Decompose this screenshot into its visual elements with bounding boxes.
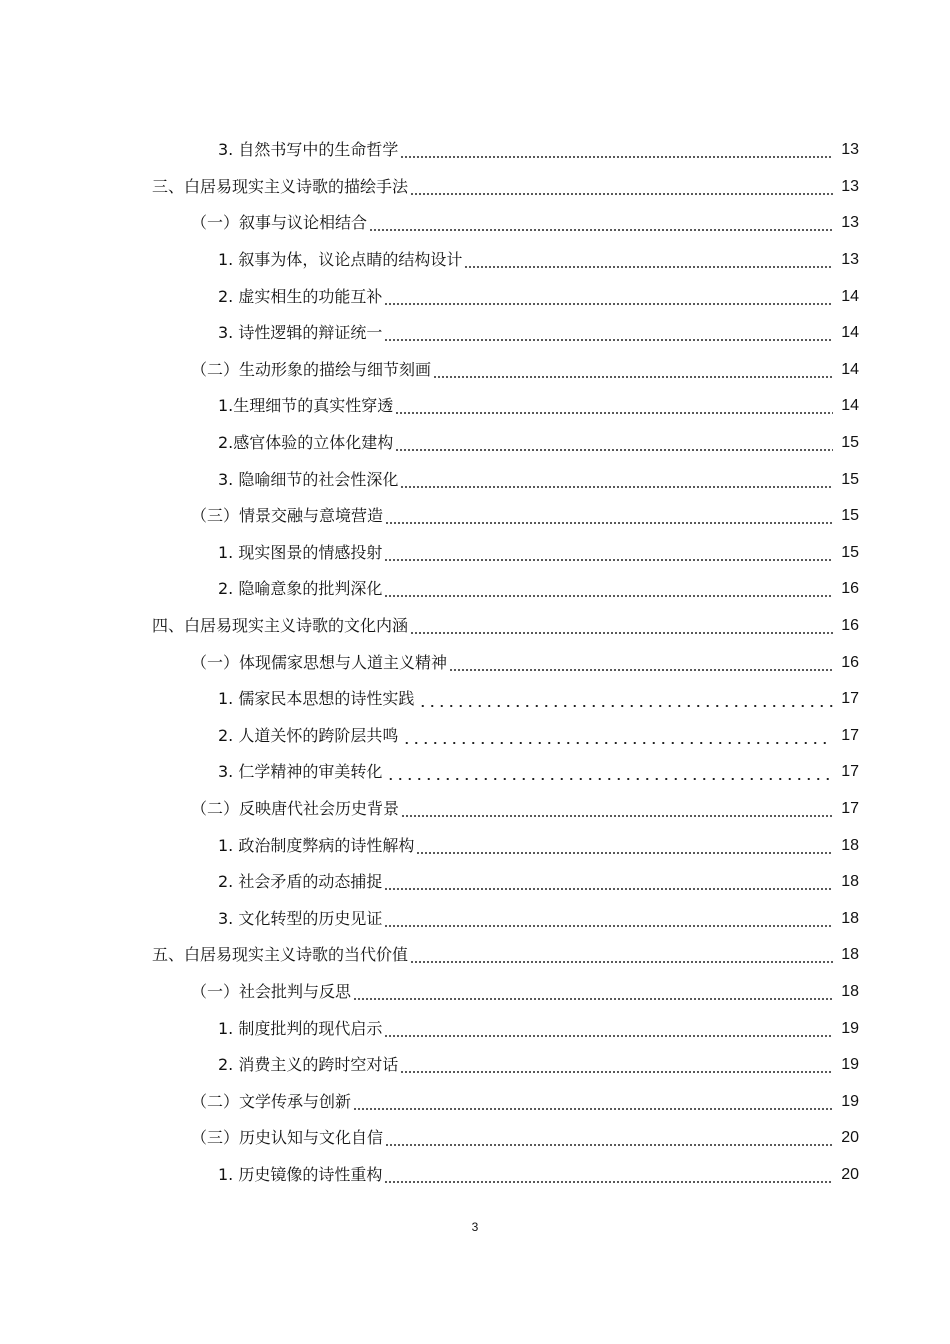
toc-entry[interactable] bbox=[0, 205, 950, 242]
toc-entry-title: （三）历史认知与文化自信 bbox=[191, 1128, 384, 1148]
toc-entry-page: 17 bbox=[841, 763, 859, 781]
toc-entry-page: 13 bbox=[841, 251, 859, 269]
toc-entry[interactable] bbox=[0, 535, 950, 572]
toc-entry[interactable] bbox=[0, 571, 950, 608]
toc-entry-page: 15 bbox=[841, 543, 859, 561]
toc-entry-title: 2.感官体验的立体化建构 bbox=[218, 433, 394, 453]
toc-entry-page: 20 bbox=[841, 1165, 859, 1183]
toc-entry-title: 1.生理细节的真实性穿透 bbox=[218, 396, 394, 416]
toc-dot-leader bbox=[384, 872, 833, 892]
toc-entry[interactable] bbox=[0, 388, 950, 425]
toc-entry-title: （二）反映唐代社会历史背景 bbox=[191, 798, 400, 818]
toc-entry[interactable] bbox=[0, 1047, 950, 1084]
toc-entry-page: 13 bbox=[841, 141, 859, 159]
toc-entry[interactable] bbox=[0, 425, 950, 462]
toc-dot-leader bbox=[395, 396, 833, 416]
toc-entry[interactable] bbox=[0, 278, 950, 315]
toc-entry-title: 2. 虚实相生的功能互补 bbox=[218, 286, 383, 306]
toc-entry[interactable] bbox=[0, 827, 950, 864]
toc-entry-title: （二）文学传承与创新 bbox=[191, 1091, 352, 1111]
toc-dot-leader bbox=[449, 653, 833, 673]
toc-entry-title: 1. 制度批判的现代启示 bbox=[218, 1018, 383, 1038]
toc-dot-leader bbox=[384, 323, 833, 343]
toc-dot-leader bbox=[395, 433, 833, 453]
toc-entry-page: 18 bbox=[841, 873, 859, 891]
toc-entry[interactable] bbox=[0, 974, 950, 1011]
toc-entry[interactable] bbox=[0, 315, 950, 352]
toc-entry[interactable] bbox=[0, 461, 950, 498]
toc-entry-page: 16 bbox=[841, 653, 859, 671]
toc-entry-title: 3. 仁学精神的审美转化 bbox=[218, 762, 383, 782]
toc-entry-title: 1. 儒家民本思想的诗性实践 bbox=[218, 689, 415, 709]
toc-entry[interactable] bbox=[0, 242, 950, 279]
toc-entry-title: 1. 现实图景的情感投射 bbox=[218, 542, 383, 562]
toc-dot-leader bbox=[400, 1055, 833, 1075]
toc-entry[interactable] bbox=[0, 498, 950, 535]
toc-entry[interactable] bbox=[0, 169, 950, 206]
toc-entry[interactable] bbox=[0, 681, 950, 718]
toc-entry-title: 3. 诗性逻辑的辩证统一 bbox=[218, 323, 383, 343]
toc-entry-title: （一）社会批判与反思 bbox=[191, 981, 352, 1001]
table-of-contents bbox=[0, 132, 950, 1193]
page-number: 3 bbox=[471, 1220, 479, 1234]
toc-entry-page: 20 bbox=[841, 1129, 859, 1147]
toc-entry[interactable] bbox=[0, 937, 950, 974]
toc-dot-leader bbox=[410, 616, 833, 636]
toc-entry-page: 18 bbox=[841, 909, 859, 927]
toc-entry-title: 四、白居易现实主义诗歌的文化内涵 bbox=[152, 616, 409, 636]
toc-entry[interactable] bbox=[0, 644, 950, 681]
toc-entry-page: 17 bbox=[841, 726, 859, 744]
toc-entry-title: 五、白居易现实主义诗歌的当代价值 bbox=[152, 945, 409, 965]
toc-entry-title: （三）情景交融与意境营造 bbox=[191, 506, 384, 526]
toc-entry[interactable] bbox=[0, 608, 950, 645]
toc-entry-page: 16 bbox=[841, 580, 859, 598]
toc-entry-title: 三、白居易现实主义诗歌的描绘手法 bbox=[152, 176, 409, 196]
toc-dot-leader bbox=[385, 1128, 833, 1148]
toc-dot-leader bbox=[384, 543, 833, 563]
toc-dot-leader bbox=[464, 250, 833, 270]
toc-entry-title: 1. 政治制度弊病的诗性解构 bbox=[218, 835, 415, 855]
toc-entry-page: 16 bbox=[841, 617, 859, 635]
toc-dot-leader bbox=[369, 213, 833, 233]
toc-dot-leader bbox=[400, 470, 833, 490]
toc-entry-page: 18 bbox=[841, 982, 859, 1000]
toc-entry-page: 19 bbox=[841, 1019, 859, 1037]
toc-entry-page: 14 bbox=[841, 360, 859, 378]
toc-entry-page: 14 bbox=[841, 287, 859, 305]
toc-entry-title: （一）叙事与议论相结合 bbox=[191, 213, 368, 233]
toc-entry-page: 14 bbox=[841, 324, 859, 342]
toc-entry-page: 15 bbox=[841, 470, 859, 488]
toc-entry-title: 1. 叙事为体，议论点睛的结构设计 bbox=[218, 250, 463, 270]
toc-entry-page: 18 bbox=[841, 946, 859, 964]
toc-entry-title: 2. 人道关怀的跨阶层共鸣 bbox=[218, 725, 399, 745]
toc-entry-page: 17 bbox=[841, 799, 859, 817]
toc-dot-leader bbox=[384, 1019, 833, 1039]
toc-entry-title: 3. 隐喻细节的社会性深化 bbox=[218, 469, 399, 489]
toc-entry-page: 17 bbox=[841, 690, 859, 708]
toc-dot-leader bbox=[384, 579, 833, 599]
toc-dot-leader bbox=[433, 360, 833, 380]
toc-entry[interactable] bbox=[0, 791, 950, 828]
toc-dot-leader bbox=[353, 1092, 833, 1112]
toc-dot-leader bbox=[416, 836, 833, 856]
toc-entry-title: 2. 社会矛盾的动态捕捉 bbox=[218, 872, 383, 892]
toc-entry[interactable] bbox=[0, 900, 950, 937]
toc-dot-leader bbox=[400, 726, 833, 746]
toc-entry-title: 1. 历史镜像的诗性重构 bbox=[218, 1164, 383, 1184]
toc-entry-page: 19 bbox=[841, 1056, 859, 1074]
toc-entry-page: 13 bbox=[841, 177, 859, 195]
toc-entry[interactable] bbox=[0, 1157, 950, 1194]
toc-entry-title: 3. 文化转型的历史见证 bbox=[218, 908, 383, 928]
toc-entry[interactable] bbox=[0, 718, 950, 755]
toc-entry-title: （一）体现儒家思想与人道主义精神 bbox=[191, 652, 448, 672]
toc-dot-leader bbox=[353, 982, 833, 1002]
toc-entry-page: 19 bbox=[841, 1092, 859, 1110]
toc-entry-page: 18 bbox=[841, 836, 859, 854]
toc-entry-title: 2. 消费主义的跨时空对话 bbox=[218, 1055, 399, 1075]
toc-entry[interactable] bbox=[0, 864, 950, 901]
toc-entry[interactable] bbox=[0, 132, 950, 169]
toc-entry-title: 2. 隐喻意象的批判深化 bbox=[218, 579, 383, 599]
toc-dot-leader bbox=[410, 945, 833, 965]
toc-dot-leader bbox=[400, 140, 833, 160]
toc-dot-leader bbox=[384, 909, 833, 929]
toc-dot-leader bbox=[401, 799, 833, 819]
toc-entry[interactable] bbox=[0, 1120, 950, 1157]
toc-dot-leader bbox=[385, 506, 833, 526]
toc-dot-leader bbox=[410, 177, 833, 197]
toc-entry[interactable] bbox=[0, 1083, 950, 1120]
toc-entry-title: （二）生动形象的描绘与细节刻画 bbox=[191, 359, 432, 379]
toc-dot-leader bbox=[384, 762, 833, 782]
toc-dot-leader bbox=[416, 689, 833, 709]
toc-entry-page: 15 bbox=[841, 434, 859, 452]
toc-entry[interactable] bbox=[0, 1010, 950, 1047]
toc-entry-page: 14 bbox=[841, 397, 859, 415]
toc-entry-page: 13 bbox=[841, 214, 859, 232]
toc-entry-page: 15 bbox=[841, 507, 859, 525]
toc-entry[interactable] bbox=[0, 754, 950, 791]
toc-entry[interactable] bbox=[0, 352, 950, 389]
toc-dot-leader bbox=[384, 1165, 833, 1185]
toc-entry-title: 3. 自然书写中的生命哲学 bbox=[218, 140, 399, 160]
toc-dot-leader bbox=[384, 287, 833, 307]
